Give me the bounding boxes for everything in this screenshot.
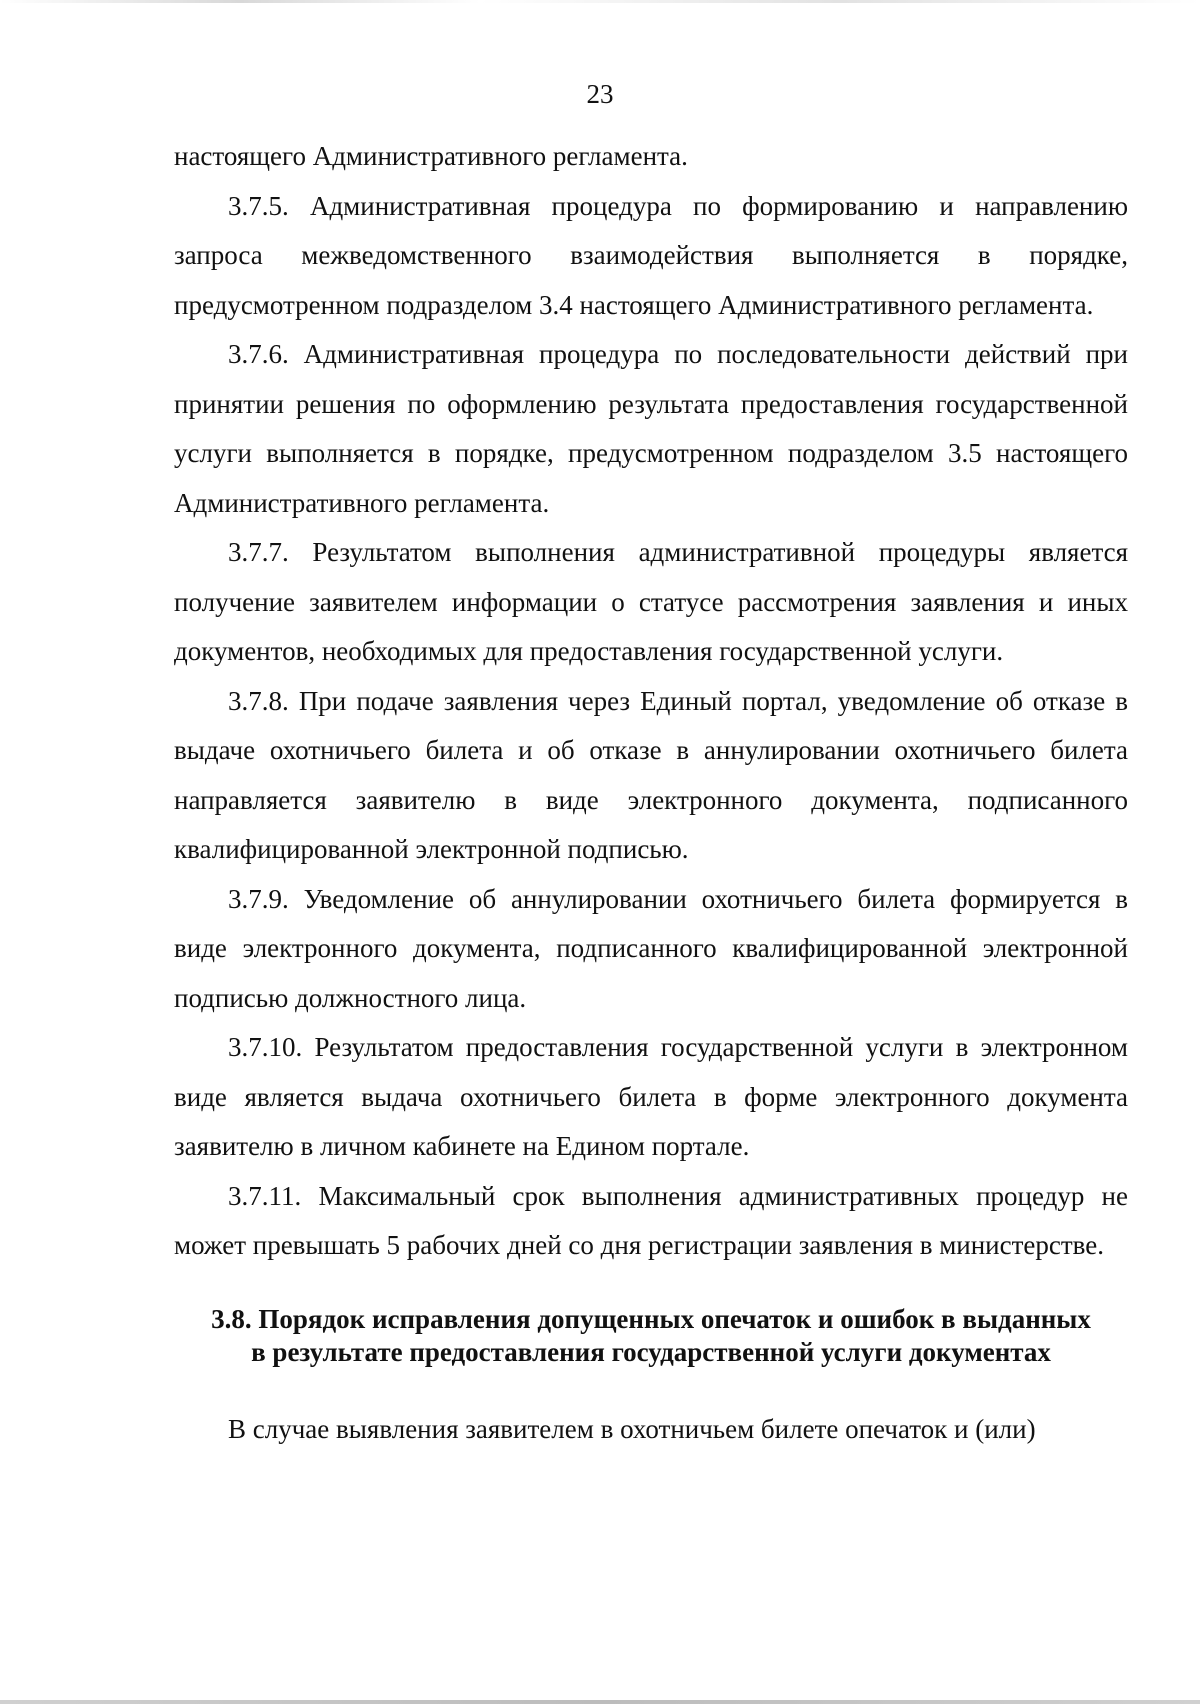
paragraph-3-7-6: 3.7.6. Административная процедура по последовательности действий при принятии решения по оформлению результата предоставления государственной услуги выполняется в порядке, предусмотренном подразделом 3.5 настоящего Административного регламента. <box>174 339 1128 518</box>
paragraph-3-7-8: 3.7.8. При подаче заявления через Единый портал, уведомление об отказе в выдаче охотничьего билета и об отказе в аннулировании охотничьего билета направляется заявителю в виде электронного документа, подписанного квалифицированной электронной подписью. <box>174 685 1128 864</box>
paragraph-3-8-start: В случае выявления заявителем в охотничьем билете опечаток и (или) <box>228 1413 1036 1444</box>
scan-edge-top <box>0 0 1200 3</box>
document-body <box>174 132 1128 1454</box>
section-heading-line-1: 3.8. Порядок исправления допущенных опечаток и ошибок в выданных <box>211 1303 1091 1334</box>
section-heading-line-2: в результате предоставления государственной услуги документах <box>251 1336 1051 1367</box>
paragraph-3-7-11: 3.7.11. Максимальный срок выполнения административных процедур не может превышать 5 рабочих дней со дня регистрации заявления в министерстве. <box>174 1180 1128 1260</box>
paragraph-3-7-5: 3.7.5. Административная процедура по формированию и направлению запроса межведомственного взаимодействия выполняется в порядке, предусмотренном подразделом 3.4 настоящего Административного регламента. <box>174 190 1128 320</box>
scan-edge-bottom <box>0 1700 1200 1704</box>
page-number: 23 <box>586 79 614 109</box>
paragraph-3-7-10: 3.7.10. Результатом предоставления государственной услуги в электронном виде является выдача охотничьего билета в форме электронного документа заявителю в личном кабинете на Едином портале. <box>174 1032 1128 1161</box>
paragraph-continuation: настоящего Административного регламента. <box>174 141 688 171</box>
paragraph-3-7-7: 3.7.7. Результатом выполнения административной процедуры является получение заявителем информации о статусе рассмотрения заявления и иных документов, необходимых для предоставления государственной услуги. <box>174 537 1128 666</box>
paragraph-3-7-9: 3.7.9. Уведомление об аннулировании охотничьего билета формируется в виде электронного документа, подписанного квалифицированной электронной подписью должностного лица. <box>174 883 1128 1013</box>
section-heading-3-8 <box>174 1303 1128 1369</box>
